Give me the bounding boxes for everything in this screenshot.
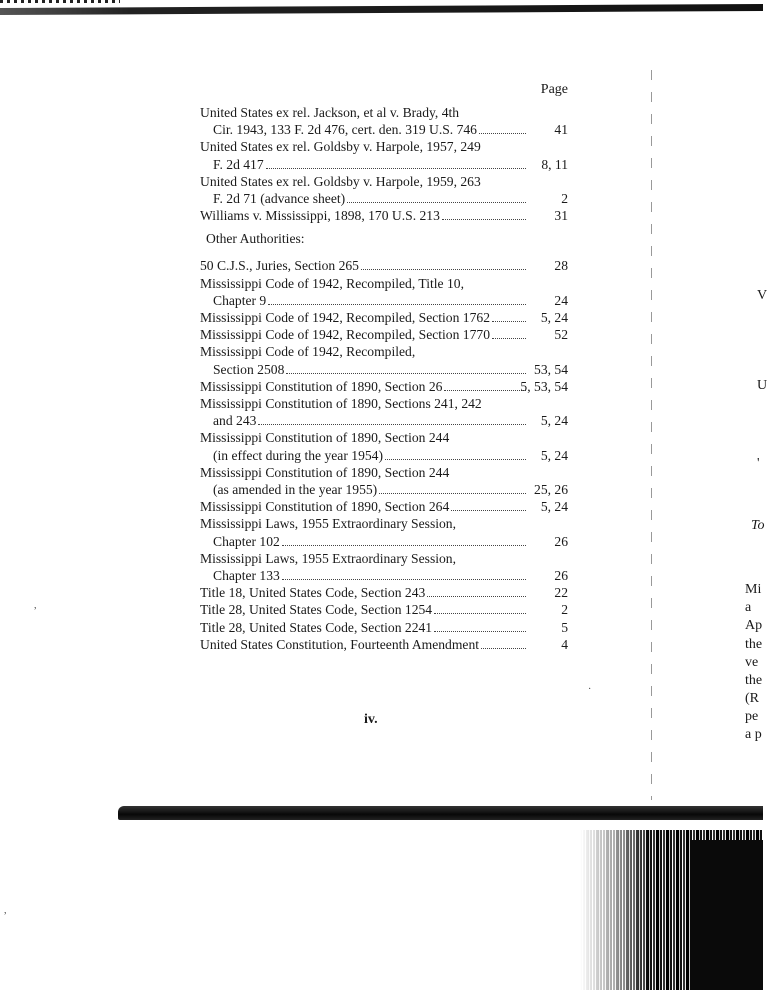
authority-entry <box>200 257 572 274</box>
authority-text-line: Chapter 133 <box>213 568 280 584</box>
authority-last-line <box>200 190 528 207</box>
authority-text-line: Williams v. Mississippi, 1898, 170 U.S. 213 <box>200 208 440 224</box>
authority-text-line: United States Constitution, Fourteenth Amendment <box>200 636 480 652</box>
authority-last-line <box>200 584 528 601</box>
page-references: 2 <box>561 602 568 618</box>
margin-text-fragment: pe <box>745 709 759 724</box>
authority-last-line <box>200 447 528 464</box>
table-of-authorities <box>200 82 572 653</box>
margin-text-fragment: a <box>745 600 752 615</box>
dot-leader <box>444 390 526 391</box>
page-references: 31 <box>554 208 568 224</box>
authority-last-line <box>200 207 528 224</box>
authority-entry <box>200 584 572 601</box>
authority-text-line: Chapter 9 <box>213 292 267 308</box>
dot-leader <box>268 304 526 305</box>
scan-bottom-band <box>118 806 763 820</box>
authority-text-line: Title 28, United States Code, Section 2241 <box>200 619 433 635</box>
page-references: 53, 54 <box>534 361 568 377</box>
authority-entry <box>200 309 572 326</box>
authority-text-line: United States ex rel. Goldsby v. Harpole, 1959, 263 <box>200 173 481 189</box>
authority-text-line: Mississippi Constitution of 1890, Section 244 <box>200 464 450 480</box>
authority-entry <box>200 515 572 549</box>
scan-speck: , <box>4 905 7 916</box>
page-gutter-line <box>651 70 652 800</box>
page-number: iv. <box>364 712 378 727</box>
authority-entry <box>200 275 572 309</box>
authority-entry <box>200 326 572 343</box>
dot-leader <box>258 424 526 425</box>
authority-text-line: F. 2d 71 (advance sheet) <box>213 191 346 207</box>
authority-text-line: Title 18, United States Code, Section 243 <box>200 585 426 601</box>
authority-text-line: Cir. 1943, 133 F. 2d 476, cert. den. 319 U.S. 746 <box>213 122 477 138</box>
page-references: 26 <box>554 533 568 549</box>
dot-leader <box>492 321 526 322</box>
margin-text-fragment: Ap <box>745 618 763 633</box>
dot-leader <box>479 133 526 134</box>
dot-leader <box>434 631 526 632</box>
page-references: 24 <box>554 292 568 308</box>
margin-text-fragment: (R <box>745 691 759 706</box>
authority-entry <box>200 343 572 377</box>
margin-text-fragment: ' <box>757 456 760 471</box>
authority-last-line <box>200 361 528 378</box>
authority-last-line <box>200 498 528 515</box>
authority-text-line: Mississippi Laws, 1955 Extraordinary Session, <box>200 516 457 532</box>
dot-leader <box>347 202 526 203</box>
page-references: 5, 24 <box>540 447 568 463</box>
authority-text-line: F. 2d 417 <box>213 156 264 172</box>
dot-leader <box>385 459 526 460</box>
authority-last-line <box>200 309 528 326</box>
authority-text-line: Mississippi Laws, 1955 Extraordinary Session, <box>200 550 457 566</box>
page-references: 2 <box>561 191 568 207</box>
dot-leader <box>266 168 526 169</box>
dot-leader <box>286 373 526 374</box>
authority-entry <box>200 550 572 584</box>
scan-speck: , <box>34 600 37 611</box>
page-column-header: Page <box>540 82 568 97</box>
authority-text-line: (in effect during the year 1954) <box>213 447 383 463</box>
authority-text-line: (as amended in the year 1955) <box>213 482 378 498</box>
dot-leader <box>434 613 526 614</box>
authority-entry <box>200 378 572 395</box>
authority-last-line <box>200 636 528 653</box>
authority-last-line <box>200 533 528 550</box>
page-references: 25, 26 <box>534 482 568 498</box>
authority-text-line: Section 2508 <box>213 361 285 377</box>
page-references: 5, 24 <box>540 499 568 515</box>
authority-entry <box>200 173 572 207</box>
margin-text-fragment: V <box>757 288 767 303</box>
authority-text-line: Mississippi Constitution of 1890, Section 244 <box>200 430 450 446</box>
authority-text-line: Title 28, United States Code, Section 1254 <box>200 602 433 618</box>
page-references: 22 <box>554 585 568 601</box>
authority-last-line <box>200 567 528 584</box>
scan-top-bar <box>0 4 763 15</box>
authority-last-line <box>200 378 528 395</box>
dot-leader <box>451 510 526 511</box>
authority-text-line: Mississippi Constitution of 1890, Section 26 <box>200 378 443 394</box>
scan-dots <box>0 0 120 3</box>
dot-leader <box>361 269 526 270</box>
authority-text-line: Mississippi Constitution of 1890, Sections 241, 242 <box>200 396 482 412</box>
authority-entry <box>200 498 572 515</box>
authority-entry <box>200 464 572 498</box>
authority-last-line <box>200 257 528 274</box>
authority-text-line: Mississippi Code of 1942, Recompiled, Section 1762 <box>200 310 490 326</box>
authority-last-line <box>200 619 528 636</box>
authority-last-line <box>200 601 528 618</box>
authority-text-line: Mississippi Code of 1942, Recompiled, Title 10, <box>200 275 464 291</box>
margin-text-fragment: a p <box>745 727 762 742</box>
authority-entry <box>200 429 572 463</box>
other-authorities-list <box>200 257 572 653</box>
page-references: 26 <box>554 568 568 584</box>
scan-top-edge <box>0 0 763 14</box>
dot-leader <box>379 493 526 494</box>
page-references: 28 <box>554 258 568 274</box>
page-references: 5, 53, 54 <box>520 378 568 394</box>
margin-text-fragment: the <box>745 637 763 652</box>
page-references: 41 <box>554 122 568 138</box>
dot-leader <box>481 648 526 649</box>
dot-leader <box>442 219 526 220</box>
authority-entry <box>200 207 572 224</box>
page-references: 5, 24 <box>540 310 568 326</box>
authority-text-line: United States ex rel. Jackson, et al v. Brady, 4th <box>200 105 460 120</box>
dot-leader <box>282 545 526 546</box>
authority-text-line: Mississippi Constitution of 1890, Section 264 <box>200 499 450 515</box>
page-references: 52 <box>554 327 568 343</box>
dot-leader <box>492 338 526 339</box>
authority-entry <box>200 636 572 653</box>
dot-leader <box>282 579 526 580</box>
authority-text-line: Chapter 102 <box>213 533 280 549</box>
authority-text-line: United States ex rel. Goldsby v. Harpole, 1957, 249 <box>200 139 481 155</box>
page-references: 4 <box>561 636 568 652</box>
margin-text-fragment: To <box>751 518 765 533</box>
authority-last-line <box>200 326 528 343</box>
authority-text-line: Mississippi Code of 1942, Recompiled, Section 1770 <box>200 327 490 343</box>
authority-last-line <box>200 481 528 498</box>
authority-text-line: and 243 <box>213 413 257 429</box>
margin-text-fragment: Mi <box>745 582 762 597</box>
authority-entry <box>200 619 572 636</box>
authority-entry <box>200 138 572 172</box>
margin-text-fragment: the <box>745 673 763 688</box>
cases-list <box>200 104 572 224</box>
authority-entry <box>200 395 572 429</box>
authority-last-line <box>200 156 528 173</box>
margin-text-fragment: ve <box>745 655 759 670</box>
authority-last-line <box>200 412 528 429</box>
authority-last-line <box>200 121 528 138</box>
authority-last-line <box>200 292 528 309</box>
scan-speck: · <box>588 684 592 695</box>
scan-noise-block <box>580 830 763 990</box>
authority-entry <box>200 601 572 618</box>
page-references: 5, 24 <box>540 413 568 429</box>
dot-leader <box>427 596 526 597</box>
page-references: 8, 11 <box>541 156 568 172</box>
margin-text-fragment: U <box>757 378 767 393</box>
authority-text-line: 50 C.J.S., Juries, Section 265 <box>200 258 359 274</box>
section-heading: Other Authorities: <box>206 231 305 247</box>
authority-text-line: Mississippi Code of 1942, Recompiled, <box>200 344 416 360</box>
authority-entry <box>200 104 572 138</box>
page-references: 5 <box>561 619 568 635</box>
